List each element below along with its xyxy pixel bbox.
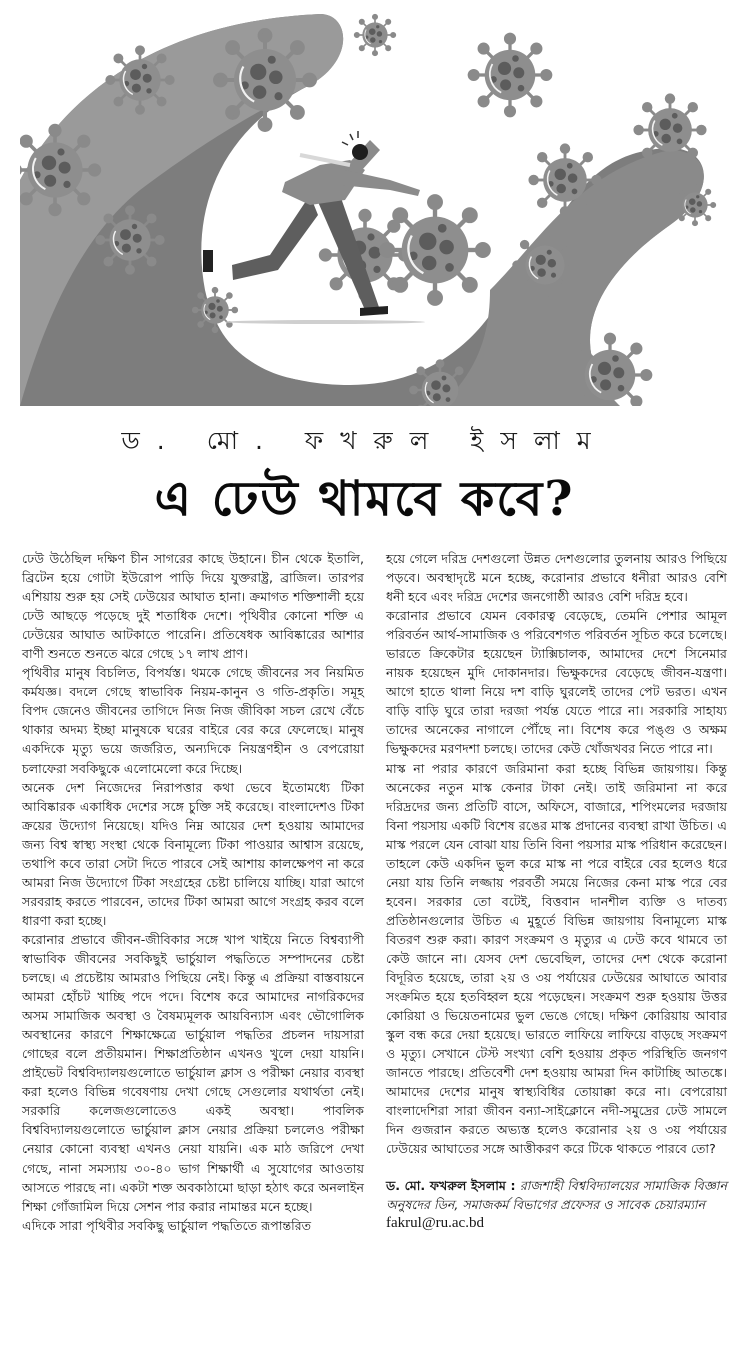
paragraph: অনেক দেশ নিজেদের নিরাপত্তার কথা ভেবে ইতোমধ্যে টিকা আবিষ্কারক একাধিক দেশের সঙ্গে চুক্তি সই করেছে। বাংলাদেশও টিকা ক্রয়ের উদ্যোগ নিয়েছে। যদিও নিম্ন আয়ের দেশ হওয়ায় আমাদের জন্য বিশ্ব স্বাস্থ্য সংস্থা থেকে বিনামূল্যে টিকা পাওয়ার আশ্বাস রয়েছে, তথাপি কবে তারা সেটা দিতে পারবে সেই আশায় কালক্ষেপণ না করে আমরা নিজ উদ্যোগে টিকা সংগ্রহের চেষ্টা চালিয়ে যাচ্ছি। যারা আগে সরবরাহ করতে পারবেন, তাদের টিকা আমরা আগে সংগ্রহ করব বলে ধারণা করা হচ্ছে। [22,779,364,928]
virus-icon [193,288,237,332]
virus-icon [107,47,174,114]
virus-icon [635,95,705,165]
article-illustration [20,0,729,406]
virus-icon [530,145,600,215]
virus-icon [381,196,488,303]
author-byline: ড. মো. ফখরুল ইসলাম [121,426,608,455]
paragraph: ঢেউ উঠেছিল দক্ষিণ চীন সাগরের কাছে উহানে। চীন থেকে ইতালি, ব্রিটেন হয়ে গোটা ইউরোপ পাড়ি দিয়ে যুক্তরাষ্ট্র, ব্রাজিল। তারপর এশিয়ায় শুরু হয় সেই ঢেউয়ের আঘাত হানা। ক্রমাগত শক্তিশালী হয়ে ঢেউ আছড়ে পড়েছে দুই শতাধিক দেশে। পৃথিবীর কোনো শক্তি এ ঢেউয়ের আঘাত আটকাতে পারেনি। প্রতিষেধক আবিষ্কারের আশার বাণী শুনতে শুনতে ঝরে গেছে ১৭ লাখ প্রাণ। [22,551,364,662]
paragraph: হয়ে গেলে দরিদ্র দেশগুলো উন্নত দেশগুলোর তুলনায় আরও পিছিয়ে পড়বে। অবস্থাদৃষ্টে মনে হচ্ছে, করোনার প্রভাবে ধনীরা আরও বেশি ধনী হবে এবং দরিদ্র দেশের জনগোষ্ঠী আরও বেশি দরিদ্র হবে। [386,551,727,605]
article-column-left [22,549,364,1235]
author-note [386,1176,727,1214]
virus-icon [215,30,315,130]
virus-icon [675,185,716,226]
virus-icon [97,207,164,274]
paragraph: পৃথিবীর মানুষ বিচলিত, বিপর্যস্ত। থমকে গেছে জীবনের সব নিয়মিত কর্মযজ্ঞ। বদলে গেছে স্বাভাবিক নিয়ম-কানুন ও গতি-প্রকৃতি। সমূহ বিপদ জেনেও জীবনের তাগিদে নিজ নিজ জীবিকা সচল রেখে বেঁচে থাকার অদম্য ইচ্ছা মানুষকে ঘরের বাইরে বের করে ফেলেছে। মানুষ একদিকে মৃত্যু ভয়ে জর্জরিত, অন্যদিকে নিয়ন্ত্রণহীন ও বেপরোয়া চলাফেরা সবকিছুকে এলোমেলো করে দিচ্ছে। [22,665,364,776]
virus-icon [469,34,550,115]
article-column-right [386,549,727,1233]
virus-wave-illustration [20,0,729,406]
virus-icon [355,15,396,56]
author-note-name: ড. মো. ফখরুল ইসলাম : [386,1177,516,1193]
paragraph: মাস্ক না পরার কারণে জরিমানা করা হচ্ছে বিভিন্ন জায়গায়। কিন্তু অনেকের নতুন মাস্ক কেনার টাকা নেই। তাই জরিমানা না করে দরিদ্রদের জন্য প্রতিটি বাসে, অফিসে, বাজারে, শপিংমলের দরজায় বিনা পয়সায় একটি বিশেষ রঙের মাস্ক প্রদানের ব্যবস্থা রাখা উচিত। এ মাস্ক পরলে যেন বোঝা যায় তিনি বিনা পয়সার মাস্ক পরিধান করেছেন। তাহলে কেউ একদিন ভুল করে মাস্ক না পরে বাইরে বের হলেও ধরে নেয়া যায় তিনি লজ্জায় পরবর্তী সময়ে নিজের কেনা মাস্ক পরে বের হবেন। সরকার তো বটেই, বিত্তবান দানশীল ব্যক্তি ও দাতব্য প্রতিষ্ঠানগুলোর উচিত এ মুহূর্তে বিভিন্ন জায়গায় বিনামূল্যে মাস্ক বিতরণ শুরু করা। কারণ সংক্রমণ ও মৃত্যুর এ ঢেউ কবে থামবে তা কেউ জানে না। যেসব দেশ ভেবেছিল, তাদের দেশ থেকে করোনা বিদূরিত হয়েছে, তারা ২য় ও ৩য় পর্যায়ের ঢেউয়ের আঘাতে আবার সংক্রমিত হয়ে হতবিহ্বল হয়ে পড়েছেন। সংক্রমণ শুরু হওয়ায় উত্তর কোরিয়া ও ভিয়েতনামের ভুল ভেঙে গেছে। দক্ষিণ কোরিয়ায় আবার স্কুল বন্ধ করে দেয়া হয়েছে। ভারতে লাফিয়ে লাফিয়ে বাড়ছে সংক্রমণ ও মৃত্যু। সেখানে টেস্ট সংখ্যা বেশি হওয়ায় প্রকৃত পরিস্থিতি জনগণ জানতে পারছে। প্রতিবেশী দেশ হওয়ায় আমরা দিন কাটাচ্ছি আতঙ্কে। আমাদের দেশের মানুষ স্বাস্থ্যবিধির তোয়াক্কা করে না। বেপরোয়া বাংলাদেশিরা সারা জীবন বন্যা-সাইক্লোনে নদী-সমুদ্রের ঢেউ সামলে দিন গুজরান করতে অভ্যস্ত হলেও করোনার ২য় ও ৩য় পর্যায়ের ঢেউয়ের আঘাতের সঙ্গে আত্তীকরণ করে টিকে থাকতে পারবে তো? [386,760,727,1157]
author-note-description: রাজশাহী বিশ্ববিদ্যালয়ের সামাজিক বিজ্ঞান অনুষদের ডিন, সমাজকর্ম বিভাগের প্রফেসর ও সাবেক চেয়ারম্যান [386,1177,727,1212]
article-headline: এ ঢেউ থামবে কবে? [154,471,575,527]
paragraph: করোনার প্রভাবে যেমন বেকারত্ব বেড়েছে, তেমনি পেশার আমূল পরিবর্তন আর্থ-সামাজিক ও পরিবেশগত পরিবর্তন সূচিত করে চলেছে। ভারতে ক্রিকেটার হয়েছেন ট্যাক্সিচালক, আমাদের দেশে সিনেমার নায়ক হয়েছেন মুদি দোকানদার। ভিক্ষুকদের বেড়েছে জীবন-যন্ত্রণা। আগে হাতে থালা নিয়ে দশ বাড়ি ঘুরলেই তাদের পেট ভরত। এখন বাড়ি বাড়ি ঘুরে তারা দরজা পর্যন্ত যেতে পারে না। সরকারি সাহায্য তাদের অনেকের নাগালে পৌঁছে না। বিশেষ করে পঙ্গু ও অক্ষম ভিক্ষুকদের মরণদশা চলছে। তাদের কেউ খোঁজখবর নিতে পারে না। [386,608,727,757]
paragraph: এদিকে সারা পৃথিবীর সবকিছু ভার্চুয়াল পদ্ধতিতে রূপান্তরিত [22,1217,312,1233]
virus-icon [514,234,577,297]
author-email-link[interactable]: fakrul@ru.ac.bd [386,1214,484,1231]
paragraph: করোনার প্রভাবে জীবন-জীবিকার সঙ্গে খাপ খাইয়ে নিতে বিশ্বব্যাপী স্বাভাবিক জীবনের সবকিছুই ভার্চুয়াল পদ্ধতিতে সম্পাদনের চেষ্টা চলছে। এ প্রচেষ্টায় আমরাও পিছিয়ে নেই। কিন্তু এ প্রক্রিয়া বাস্তবায়নে আমরা হোঁচট খাচ্ছি পদে পদে। বিশেষ করে আমাদের নাগরিকদের অসম সামাজিক অবস্থা ও বৈষম্যমূলক আয়বিন্যাস এবং ভৌগোলিক অবস্থানের কারণে শিক্ষাক্ষেত্রে ভার্চুয়াল পদ্ধতির প্রচলন দায়সারা গোছের বলে প্রতীয়মান। শিক্ষাপ্রতিষ্ঠান এখনও খুলে দেয়া যায়নি। প্রাইভেট বিশ্ববিদ্যালয়গুলোতে ভার্চুয়াল ক্লাস ও পরীক্ষা নেয়ার ব্যবস্থা করা হলেও বিভিন্ন গবেষণায় দেখা গেছে সেগুলোর যথার্থতা নেই। সরকারি কলেজগুলোতেও একই অবস্থা। পাবলিক বিশ্ববিদ্যালয়গুলোতে ভার্চুয়াল ক্লাস নেয়ার প্রক্রিয়া চললেও পরীক্ষা নেয়ার কোনো ব্যবস্থা এখনও নেয়া যায়নি। এক মাঠ জরিপে দেখা গেছে, নানা সমস্যায় ৩০-৪০ ভাগ শিক্ষার্থী এ সুযোগের আওতায় আসতে পারছে না। একটা শক্ত অবকাঠামো ছাড়া হঠাৎ করে অনলাইন শিক্ষা গোঁজামিল দিয়ে সেশন পার করার নামান্তর মনে হচ্ছে। [22,931,364,1214]
